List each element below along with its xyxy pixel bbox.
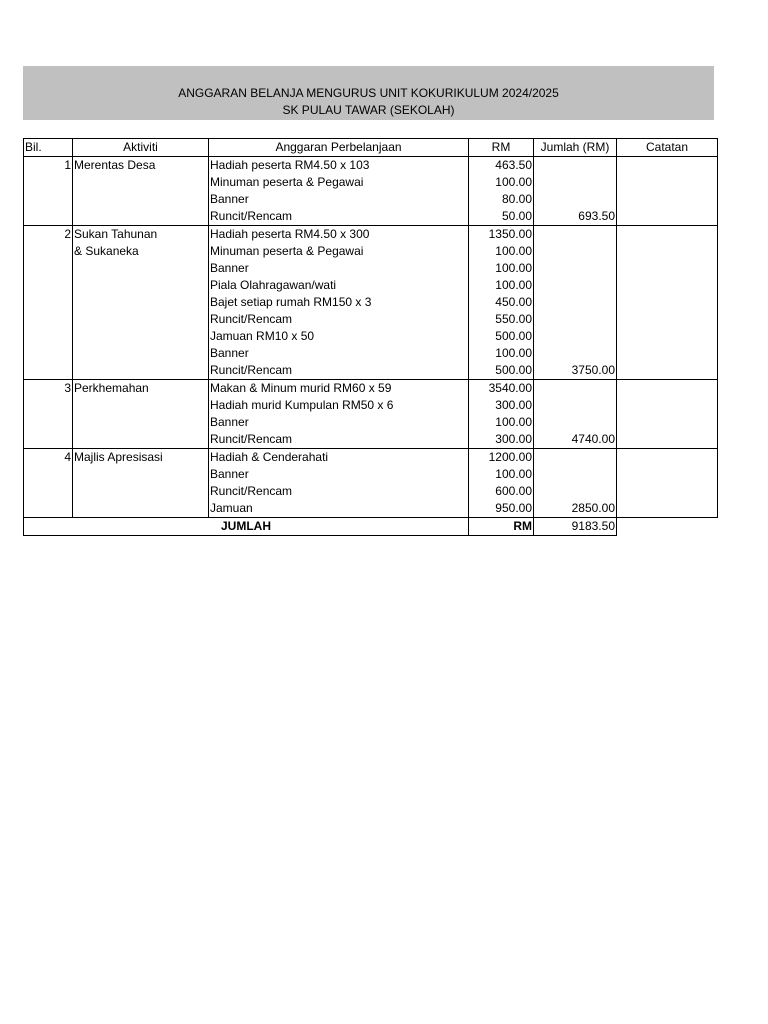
cell-catatan <box>617 243 718 260</box>
cell-anggaran: Runcit/Rencam <box>209 362 469 380</box>
cell-catatan <box>617 449 718 467</box>
cell-aktiviti <box>73 208 209 226</box>
cell-anggaran: Banner <box>209 191 469 208</box>
cell-anggaran: Runcit/Rencam <box>209 311 469 328</box>
cell-rm: 100.00 <box>469 174 534 191</box>
cell-jumlah <box>534 294 617 311</box>
cell-aktiviti: & Sukaneka <box>73 243 209 260</box>
cell-catatan <box>617 260 718 277</box>
cell-anggaran: Minuman peserta & Pegawai <box>209 243 469 260</box>
table-row <box>24 243 718 260</box>
cell-catatan <box>617 311 718 328</box>
cell-aktiviti <box>73 345 209 362</box>
table-row <box>24 294 718 311</box>
cell-anggaran: Banner <box>209 345 469 362</box>
table-row <box>24 157 718 175</box>
cell-catatan <box>617 431 718 449</box>
cell-bil <box>24 294 73 311</box>
cell-bil <box>24 414 73 431</box>
cell-rm: 300.00 <box>469 397 534 414</box>
cell-rm: 950.00 <box>469 500 534 518</box>
cell-aktiviti <box>73 414 209 431</box>
total-rm-label: RM <box>469 518 534 536</box>
cell-catatan <box>617 294 718 311</box>
cell-bil: 2 <box>24 226 73 244</box>
cell-anggaran: Runcit/Rencam <box>209 483 469 500</box>
cell-aktiviti <box>73 311 209 328</box>
cell-bil <box>24 174 73 191</box>
cell-bil <box>24 500 73 518</box>
cell-jumlah <box>534 483 617 500</box>
table-row <box>24 431 718 449</box>
cell-bil <box>24 277 73 294</box>
cell-bil <box>24 311 73 328</box>
cell-aktiviti <box>73 191 209 208</box>
cell-bil: 4 <box>24 449 73 467</box>
cell-jumlah: 3750.00 <box>534 362 617 380</box>
cell-rm: 1200.00 <box>469 449 534 467</box>
cell-bil <box>24 483 73 500</box>
cell-jumlah <box>534 345 617 362</box>
cell-anggaran: Minuman peserta & Pegawai <box>209 174 469 191</box>
cell-rm: 300.00 <box>469 431 534 449</box>
cell-rm: 550.00 <box>469 311 534 328</box>
cell-jumlah: 2850.00 <box>534 500 617 518</box>
cell-catatan <box>617 380 718 398</box>
cell-bil <box>24 328 73 345</box>
cell-anggaran: Hadiah murid Kumpulan RM50 x 6 <box>209 397 469 414</box>
cell-anggaran: Hadiah & Cenderahati <box>209 449 469 467</box>
cell-catatan <box>617 362 718 380</box>
cell-bil <box>24 345 73 362</box>
table-row <box>24 397 718 414</box>
cell-aktiviti: Perkhemahan <box>73 380 209 398</box>
cell-rm: 600.00 <box>469 483 534 500</box>
table-row <box>24 208 718 226</box>
cell-catatan <box>617 500 718 518</box>
cell-bil: 1 <box>24 157 73 175</box>
table-row <box>24 226 718 244</box>
table-row <box>24 483 718 500</box>
cell-rm: 100.00 <box>469 243 534 260</box>
cell-catatan <box>617 414 718 431</box>
document-header <box>23 66 714 120</box>
table-row <box>24 345 718 362</box>
cell-aktiviti <box>73 328 209 345</box>
total-label: JUMLAH <box>24 518 469 536</box>
cell-aktiviti <box>73 483 209 500</box>
cell-bil <box>24 431 73 449</box>
cell-catatan <box>617 174 718 191</box>
cell-catatan <box>617 328 718 345</box>
table-footer <box>24 518 718 536</box>
header-rm: RM <box>469 139 534 157</box>
cell-rm: 500.00 <box>469 328 534 345</box>
table-row <box>24 362 718 380</box>
cell-aktiviti: Sukan Tahunan <box>73 226 209 244</box>
cell-catatan <box>617 466 718 483</box>
table-row <box>24 328 718 345</box>
cell-jumlah <box>534 174 617 191</box>
document-title: ANGGARAN BELANJA MENGURUS UNIT KOKURIKULUM 2024/2025 <box>178 86 559 100</box>
cell-rm: 500.00 <box>469 362 534 380</box>
cell-catatan <box>617 483 718 500</box>
cell-bil <box>24 191 73 208</box>
cell-jumlah <box>534 311 617 328</box>
cell-jumlah <box>534 380 617 398</box>
cell-aktiviti <box>73 466 209 483</box>
cell-anggaran: Runcit/Rencam <box>209 431 469 449</box>
cell-catatan <box>617 226 718 244</box>
cell-aktiviti <box>73 294 209 311</box>
cell-catatan <box>617 397 718 414</box>
cell-aktiviti <box>73 397 209 414</box>
cell-aktiviti <box>73 260 209 277</box>
table-row <box>24 414 718 431</box>
cell-bil <box>24 243 73 260</box>
total-row <box>24 518 718 536</box>
cell-rm: 100.00 <box>469 345 534 362</box>
cell-aktiviti <box>73 174 209 191</box>
cell-anggaran: Runcit/Rencam <box>209 208 469 226</box>
cell-rm: 50.00 <box>469 208 534 226</box>
cell-jumlah <box>534 260 617 277</box>
cell-catatan <box>617 191 718 208</box>
table-body <box>24 157 718 518</box>
cell-aktiviti <box>73 277 209 294</box>
cell-anggaran: Hadiah peserta RM4.50 x 300 <box>209 226 469 244</box>
table-row <box>24 191 718 208</box>
cell-aktiviti <box>73 500 209 518</box>
cell-jumlah <box>534 243 617 260</box>
budget-table <box>23 138 718 536</box>
table-header-row <box>24 139 718 157</box>
cell-anggaran: Banner <box>209 260 469 277</box>
cell-bil <box>24 362 73 380</box>
cell-jumlah <box>534 157 617 175</box>
header-catatan: Catatan <box>617 139 718 157</box>
cell-jumlah <box>534 449 617 467</box>
table-row <box>24 260 718 277</box>
table-row <box>24 277 718 294</box>
cell-catatan <box>617 208 718 226</box>
table-row <box>24 449 718 467</box>
cell-rm: 3540.00 <box>469 380 534 398</box>
cell-bil <box>24 260 73 277</box>
cell-catatan <box>617 157 718 175</box>
table-row <box>24 466 718 483</box>
cell-rm: 463.50 <box>469 157 534 175</box>
cell-anggaran: Hadiah peserta RM4.50 x 103 <box>209 157 469 175</box>
table-row <box>24 500 718 518</box>
cell-anggaran: Banner <box>209 414 469 431</box>
cell-jumlah <box>534 191 617 208</box>
cell-aktiviti: Majlis Apresisasi <box>73 449 209 467</box>
cell-aktiviti <box>73 431 209 449</box>
cell-jumlah: 4740.00 <box>534 431 617 449</box>
cell-anggaran: Makan & Minum murid RM60 x 59 <box>209 380 469 398</box>
cell-aktiviti <box>73 362 209 380</box>
cell-jumlah <box>534 277 617 294</box>
cell-rm: 100.00 <box>469 414 534 431</box>
cell-rm: 100.00 <box>469 260 534 277</box>
cell-rm: 80.00 <box>469 191 534 208</box>
cell-rm: 450.00 <box>469 294 534 311</box>
cell-anggaran: Jamuan <box>209 500 469 518</box>
cell-rm: 100.00 <box>469 277 534 294</box>
cell-jumlah <box>534 226 617 244</box>
cell-rm: 100.00 <box>469 466 534 483</box>
table-row <box>24 380 718 398</box>
cell-catatan <box>617 277 718 294</box>
cell-bil <box>24 208 73 226</box>
header-aktiviti: Aktiviti <box>73 139 209 157</box>
header-anggaran: Anggaran Perbelanjaan <box>209 139 469 157</box>
cell-bil <box>24 397 73 414</box>
cell-jumlah <box>534 466 617 483</box>
table-row <box>24 174 718 191</box>
header-bil: Bil. <box>24 139 73 157</box>
cell-bil <box>24 466 73 483</box>
cell-bil: 3 <box>24 380 73 398</box>
total-value: 9183.50 <box>534 518 617 536</box>
cell-aktiviti: Merentas Desa <box>73 157 209 175</box>
header-jumlah: Jumlah (RM) <box>534 139 617 157</box>
cell-anggaran: Banner <box>209 466 469 483</box>
cell-anggaran: Bajet setiap rumah RM150 x 3 <box>209 294 469 311</box>
total-empty-cell <box>617 518 718 536</box>
cell-rm: 1350.00 <box>469 226 534 244</box>
cell-anggaran: Jamuan RM10 x 50 <box>209 328 469 345</box>
cell-jumlah <box>534 397 617 414</box>
cell-jumlah <box>534 328 617 345</box>
cell-jumlah <box>534 414 617 431</box>
table-row <box>24 311 718 328</box>
cell-jumlah: 693.50 <box>534 208 617 226</box>
cell-anggaran: Piala Olahragawan/wati <box>209 277 469 294</box>
cell-catatan <box>617 345 718 362</box>
document-subtitle: SK PULAU TAWAR (SEKOLAH) <box>282 103 455 117</box>
